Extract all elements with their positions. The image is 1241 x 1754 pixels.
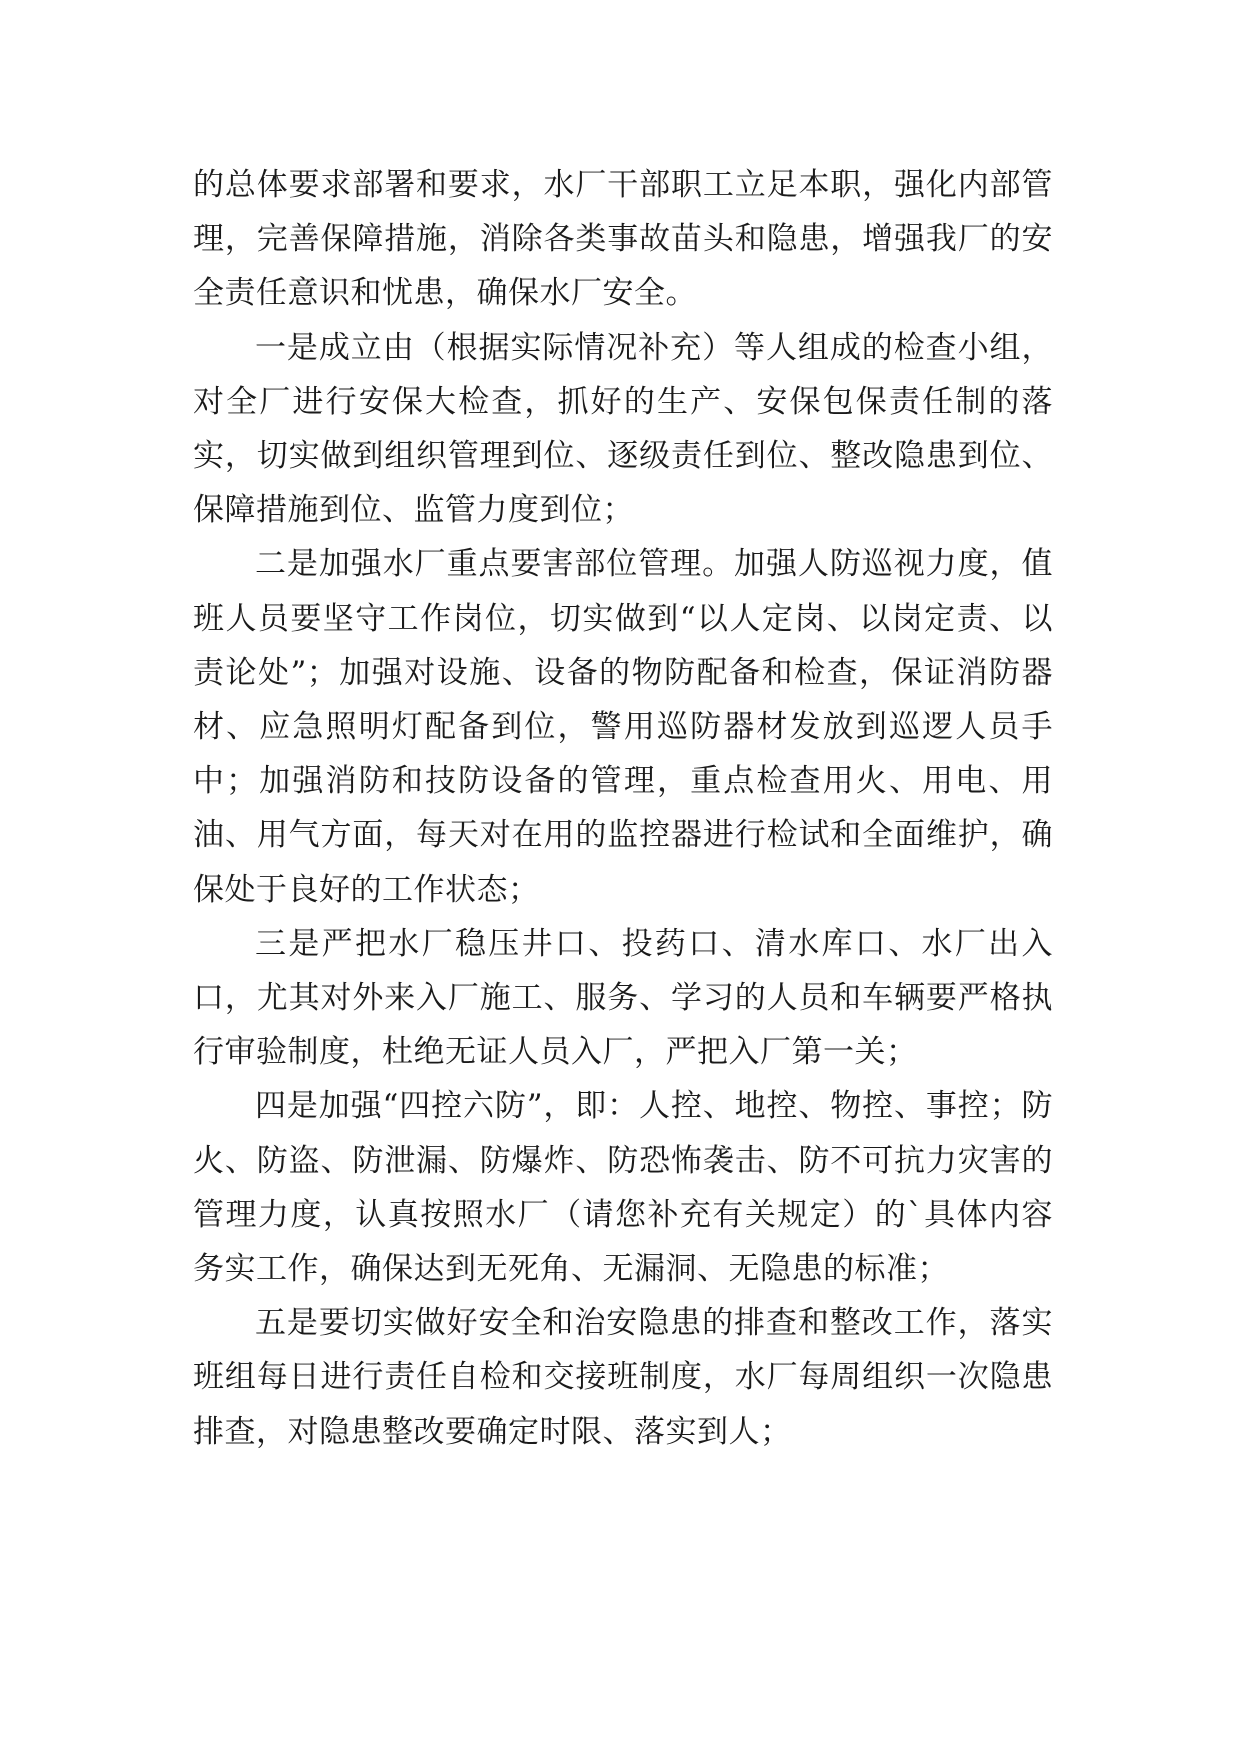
paragraph-item-3: 三是严把水厂稳压井口、投药口、清水库口、水厂出入口，尤其对外来入厂施工、服务、学习的人员和车辆要严格执行审验制度，杜绝无证人员入厂，严把入厂第一关； (193, 925, 1053, 1071)
paragraph-item-1: 一是成立由（根据实际情况补充）等人组成的检查小组，对全厂进行安保大检查，抓好的生产、安保包保责任制的落实，切实做到组织管理到位、逐级责任到位、整改隐患到位、保障措施到位、监管力度到位； (193, 329, 1053, 529)
document-body (193, 158, 1053, 1459)
paragraph-intro: 的总体要求部署和要求，水厂干部职工立足本职，强化内部管理，完善保障措施，消除各类事故苗头和隐患，增强我厂的安全责任意识和忧患，确保水厂安全。 (193, 167, 1053, 312)
paragraph-item-4: 四是加强“四控六防”，即：人控、地控、物控、事控；防火、防盗、防泄漏、防爆炸、防恐怖袭击、防不可抗力灾害的管理力度，认真按照水厂（请您补充有关规定）的`具体内容务实工作，确保达到无死角、无漏洞、无隐患的标准； (193, 1088, 1053, 1288)
paragraph-item-2: 二是加强水厂重点要害部位管理。加强人防巡视力度，值班人员要坚守工作岗位，切实做到“以人定岗、以岗定责、以责论处”；加强对设施、设备的物防配备和检查，保证消防器材、应急照明灯配备到位，警用巡防器材发放到巡逻人员手中；加强消防和技防设备的管理，重点检查用火、用电、用油、用气方面，每天对在用的监控器进行检试和全面维护，确保处于良好的工作状态； (193, 546, 1053, 908)
paragraph-item-5: 五是要切实做好安全和治安隐患的排查和整改工作，落实班组每日进行责任自检和交接班制度，水厂每周组织一次隐患排查，对隐患整改要确定时限、落实到人； (193, 1305, 1053, 1450)
